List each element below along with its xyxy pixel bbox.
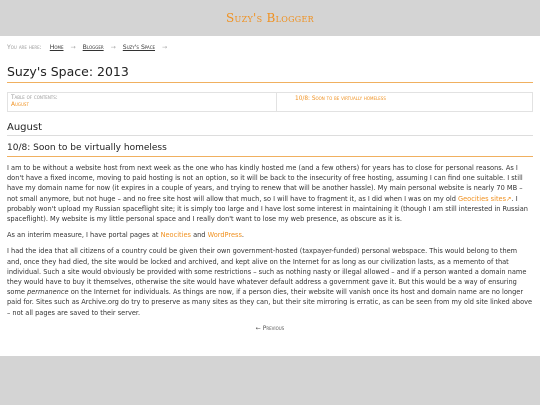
breadcrumb-current-link[interactable]: Suzy's Space [122,44,156,51]
toc-entries [277,93,404,111]
breadcrumb [7,36,533,56]
entry-paragraph-2: As an interim measure, I have portal pages at Neocities and WordPress. [7,231,244,240]
entry-title: 10/8: Soon to be virtually homeless [7,143,533,157]
breadcrumb-home-link[interactable]: Home [49,44,64,51]
geocities-link[interactable]: Geocities sites [458,194,507,203]
previous-link[interactable]: ← Previous [255,324,285,332]
page-content [0,36,540,356]
breadcrumb-arrow-icon: → [110,44,116,51]
entry-paragraph-3: I had the idea that all citizens of a country could be given their own government-hosted (taxpayer-funded) personal webspace. This would belong to them and, once they had died, the site would be locked and archived, and kept alive on the Internet for as long as our civilization lasts, as a memento of that individual. Such a site would obviously be provided with some restrictions – such as nothing nasty or illegal allowed – and if a person wanted a domain name they would have to buy it themselves, otherwise the site would have whatever default address a government gave it. But this would be a way of ensuring some permanence on the Internet for individuals. As things are now, if a person dies, their website will vanish once its host and domain name are no longer paid for. Sites such as Archive.org do try to preserve as many sites as they can, but their site mirroring is erratic, as can be seen from my old site linked above – not all pages are saved to their server. [7,247,533,317]
breadcrumb-arrow-icon: → [161,44,168,51]
breadcrumb-blogger-link[interactable]: Blogger [82,44,104,51]
external-link-icon: ↗ [506,194,512,203]
toc-label: Table of contents: [11,95,58,101]
entry-paragraph-1: I am to be without a website host from next week as the one who has kindly hosted me (and a few others) for years has to close for personal reasons. As I don't have a fixed income, moving to paid hosting is not an option, so it will be back to the insecurity of free hosting, assuming I can find one suitable. I still have my domain name for now (it expires in a couple of years, and trying to renew that will be another hassle). My main personal website is nearly 70 MB – not small anymore, but not huge – and no free site host will allow that much, so I will have to fragment it, as I did when I was on my old Geocities sites↗. I probably won't upload my Russian spaceflight site; it is simply too large and I have lost some interest in maintaining it (though I am still interested in Russian spaceflight). My website is my little personal space and I really don't want to lose my web presence, as obscure as it is. [7,164,528,224]
breadcrumb-label: You are here: [7,44,42,51]
pager [7,325,533,332]
month-heading: August [7,122,533,136]
site-footer [0,356,540,405]
toc-entry-link[interactable]: 10/8: Soon to be virtually homeless [295,96,386,102]
page-title: Suzy's Space: 2013 [7,64,533,83]
neocities-link[interactable]: Neocities [160,231,191,240]
toc-month-link[interactable]: August [11,102,29,108]
wordpress-link[interactable]: WordPress [207,231,242,240]
table-of-contents [7,92,533,112]
toc-months [8,93,277,111]
site-header [0,0,540,36]
site-title-link[interactable]: Suzy's Blogger [226,11,314,25]
breadcrumb-arrow-icon: → [70,44,76,51]
